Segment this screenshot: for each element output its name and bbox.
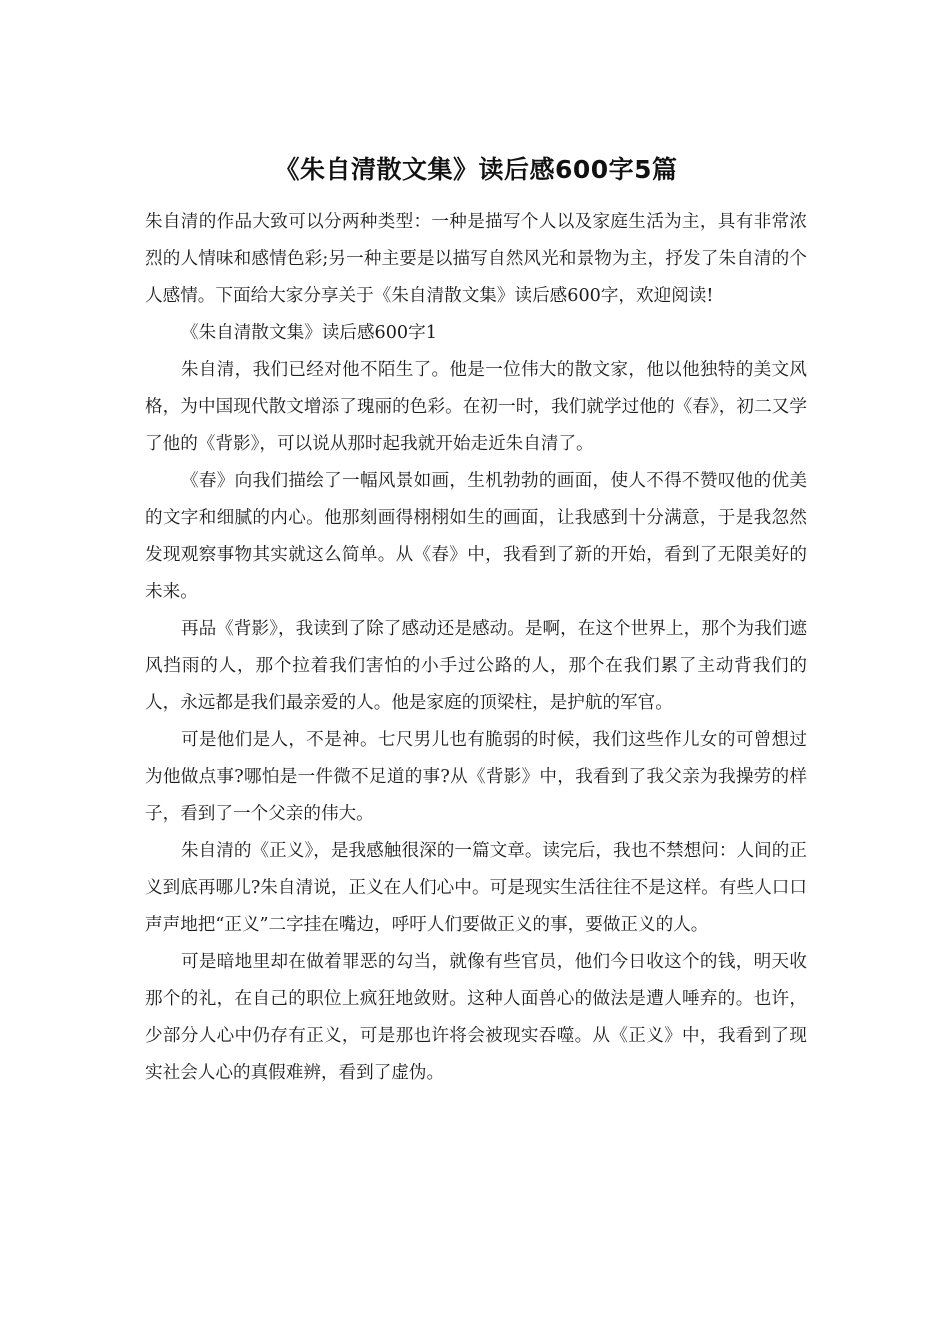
- body-paragraph: 朱自清的《正义》，是我感触很深的一篇文章。读完后，我也不禁想问：人间的正义到底再哪儿?朱自清说，正义在人们心中。可是现实生活往往不是这样。有些人口口声声地把“正义”二字挂在嘴边，呼吁人们要做正义的事，要做正义的人。: [145, 841, 807, 935]
- body-paragraph: 朱自清，我们已经对他不陌生了。他是一位伟大的散文家，他以他独特的美文风格，为中国现代散文增添了瑰丽的色彩。在初一时，我们就学过他的《春》，初二又学了他的《背影》，可以说从那时起我就开始走近朱自清了。: [145, 360, 807, 454]
- intro-paragraph: 朱自清的作品大致可以分两种类型：一种是描写个人以及家庭生活为主，具有非常浓烈的人情味和感情色彩;另一种主要是以描写自然风光和景物为主，抒发了朱自清的个人感情。下面给大家分享关于《朱自清散文集》读后感600字，欢迎阅读!: [145, 212, 807, 306]
- document-title: 《朱自清散文集》读后感600字5篇: [274, 155, 678, 184]
- body-paragraph: 《春》向我们描绘了一幅风景如画，生机勃勃的画面，使人不得不赞叹他的优美的文字和细腻的内心。他那刻画得栩栩如生的画面，让我感到十分满意，于是我忽然发现观察事物其实就这么简单。从《春》中，我看到了新的开始，看到了无限美好的未来。: [145, 471, 807, 602]
- body-paragraph: 可是他们是人，不是神。七尺男儿也有脆弱的时候，我们这些作儿女的可曾想过为他做点事?哪怕是一件微不足道的事?从《背影》中，我看到了我父亲为我操劳的样子，看到了一个父亲的伟大。: [145, 730, 807, 824]
- section-heading: 《朱自清散文集》读后感600字1: [181, 323, 437, 343]
- body-paragraph: 再品《背影》，我读到了除了感动还是感动。是啊，在这个世界上，那个为我们遮风挡雨的人，那个拉着我们害怕的小手过公路的人，那个在我们累了主动背我们的人，永远都是我们最亲爱的人。他是家庭的顶梁柱，是护航的军官。: [145, 619, 807, 713]
- body-paragraph: 可是暗地里却在做着罪恶的勾当，就像有些官员，他们今日收这个的钱，明天收那个的礼，在自己的职位上疯狂地敛财。这种人面兽心的做法是遭人唾弃的。也许，少部分人心中仍存有正义，可是那也许将会被现实吞噬。从《正义》中，我看到了现实社会人心的真假难辨，看到了虚伪。: [145, 952, 807, 1083]
- document-page: [145, 150, 807, 1092]
